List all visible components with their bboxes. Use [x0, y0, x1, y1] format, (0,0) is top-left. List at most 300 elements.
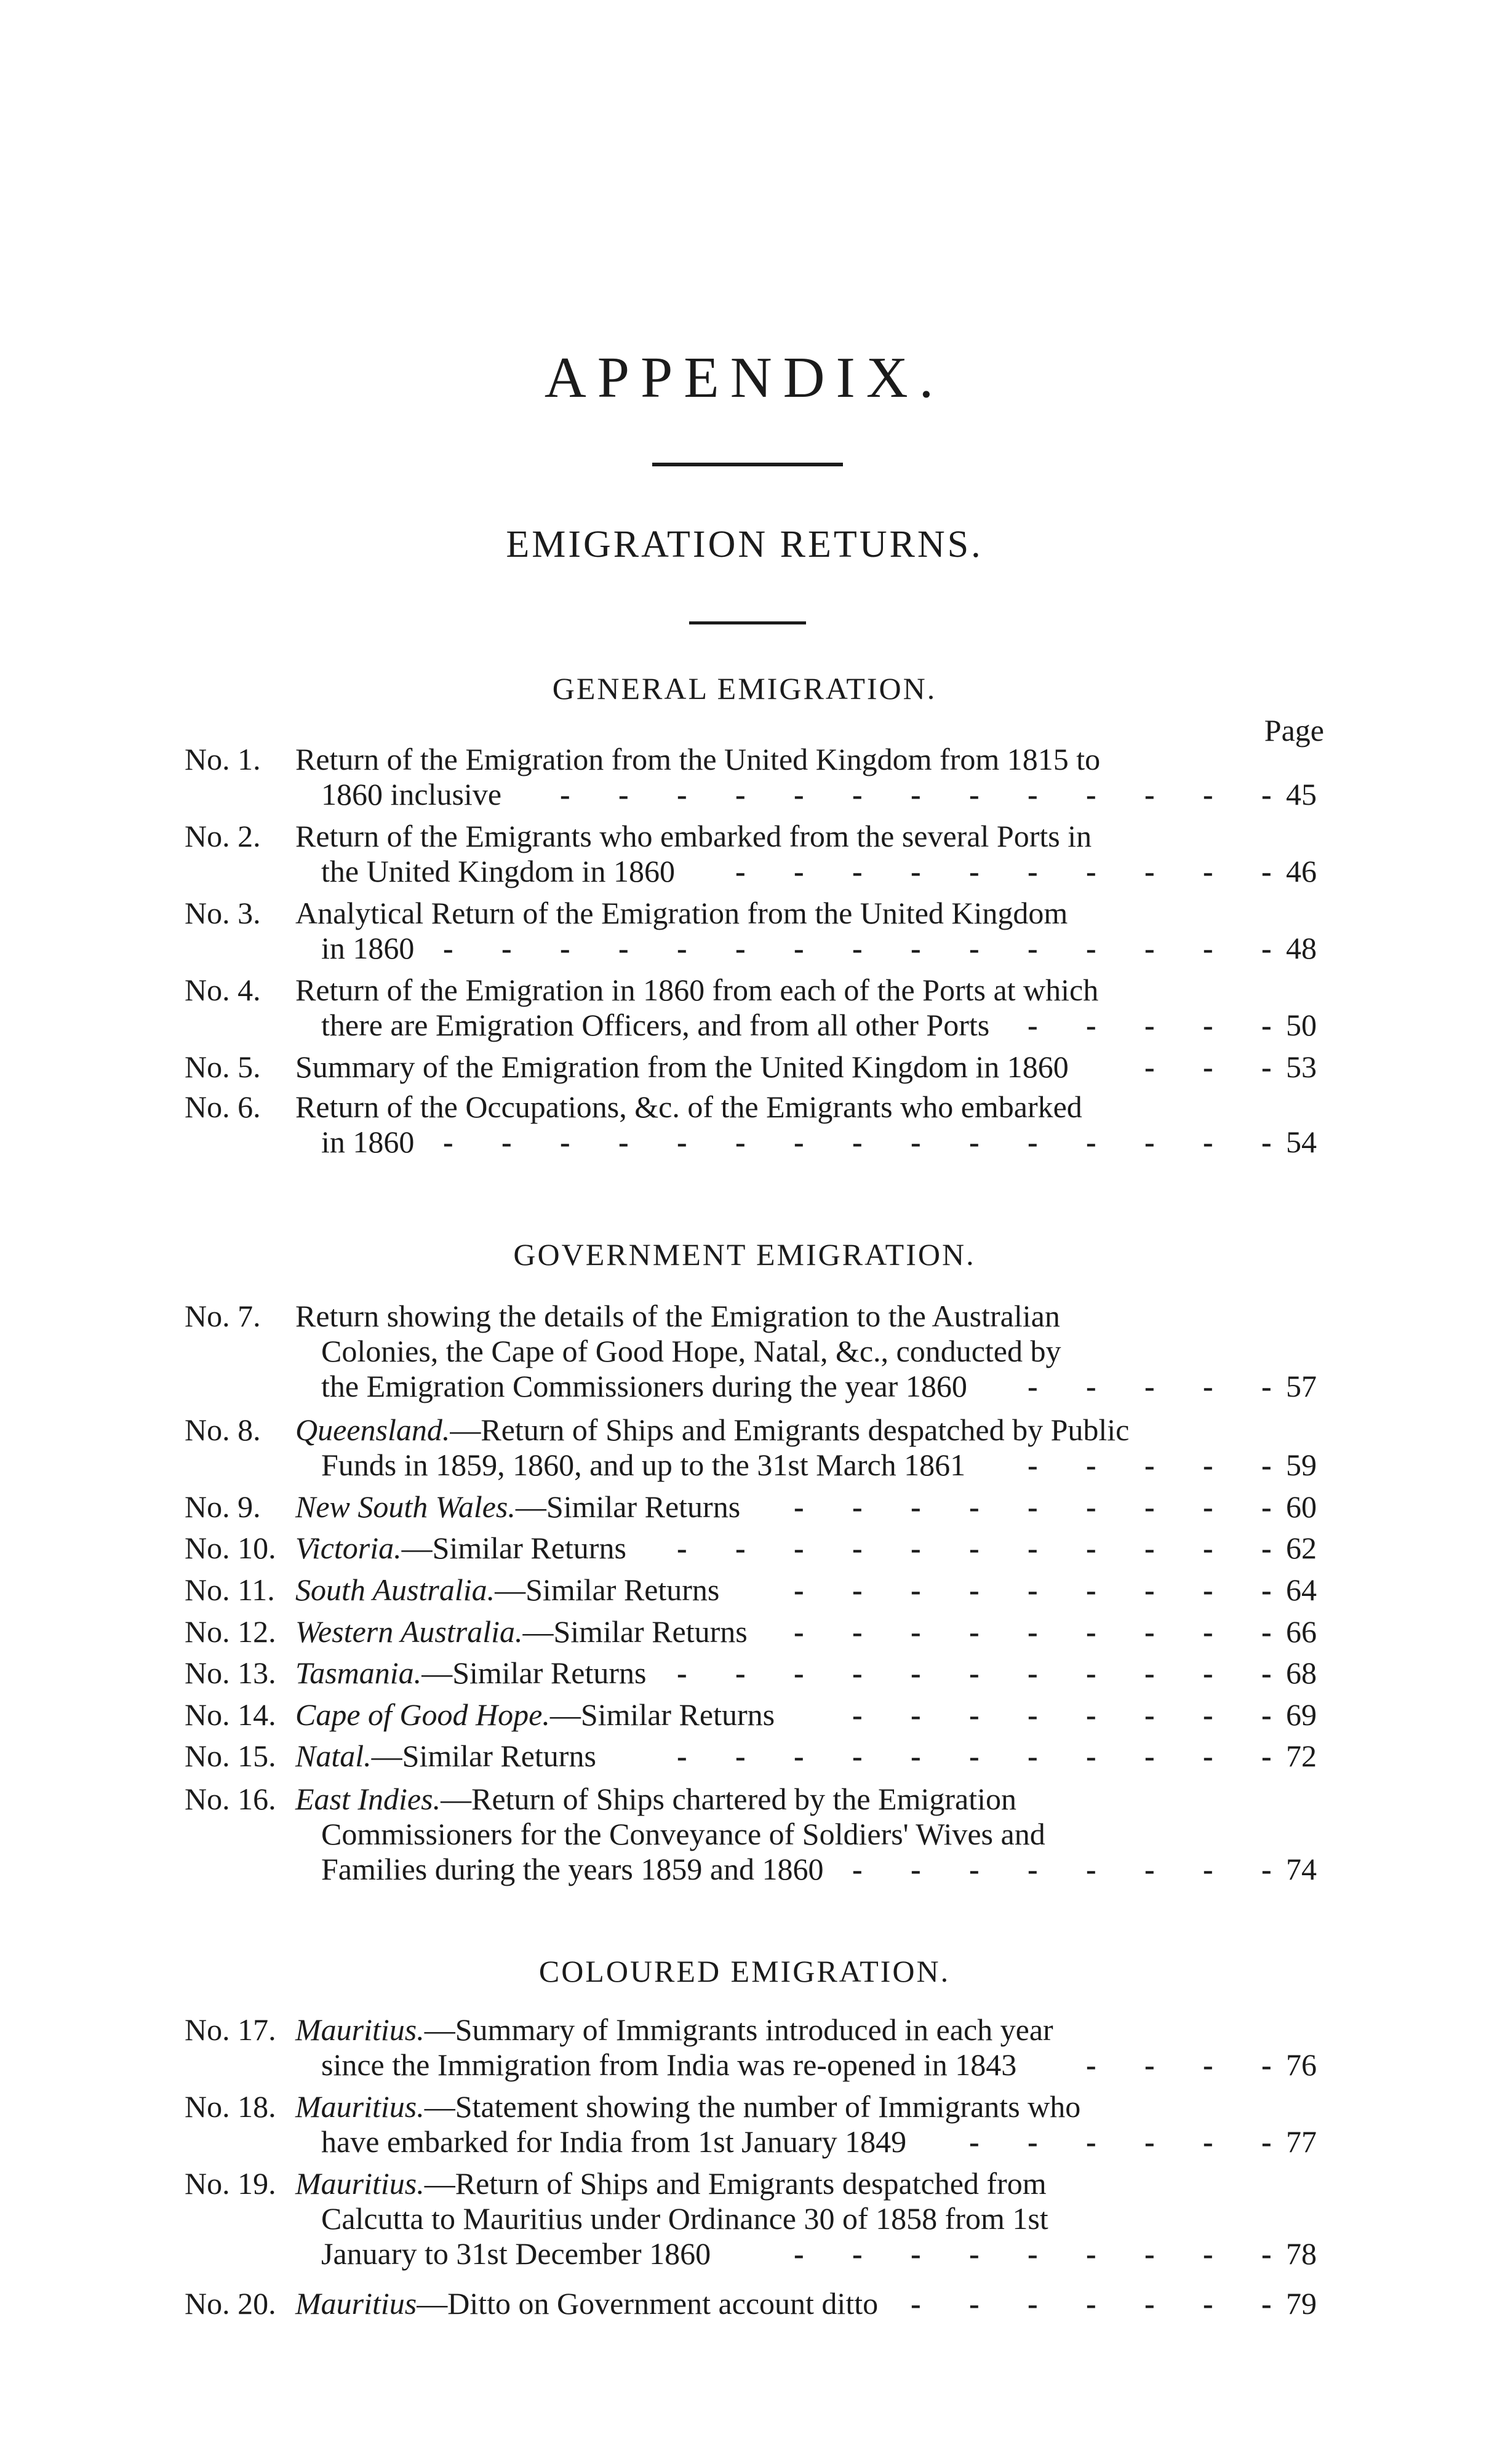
- entry-number: No. 15.: [185, 1739, 276, 1773]
- entry-text-line: —Similar Returns: [371, 1739, 596, 1773]
- leader-dash: -: [1144, 1614, 1155, 1649]
- contents-entry: [185, 972, 1317, 1042]
- entry-text-line: Summary of the Emigration from the United Kingdom in 1860: [295, 1050, 1069, 1084]
- leader-dash: -: [1261, 1531, 1272, 1565]
- leader-dash: -: [1144, 2286, 1155, 2321]
- leader-dash: -: [911, 1489, 921, 1524]
- entry-number: No. 5.: [185, 1050, 261, 1084]
- entry-line: [295, 818, 1092, 854]
- entry-number: No. 1.: [185, 742, 261, 776]
- entry-place: Natal.: [295, 1739, 372, 1773]
- leader-dash: -: [969, 1573, 980, 1607]
- entry-line: [321, 2201, 1048, 2236]
- leader-dash: -: [969, 1531, 980, 1565]
- leader-dash: -: [911, 854, 921, 888]
- entry-line: [295, 1089, 1082, 1125]
- leader-dash: -: [969, 1739, 980, 1773]
- entry-place: Mauritius.: [295, 2166, 425, 2201]
- contents-entry: [185, 1614, 1317, 1649]
- entry-place: Mauritius.: [295, 2012, 425, 2047]
- leader-dash: -: [560, 931, 570, 965]
- leader-dash: -: [735, 1125, 746, 1159]
- leader-dash: -: [1203, 1656, 1213, 1690]
- leader-dash: -: [794, 1489, 804, 1524]
- leader-dash: -: [1144, 1008, 1155, 1042]
- leader-dash: -: [794, 854, 804, 888]
- entry-text-line: there are Emigration Officers, and from all other Ports: [321, 1008, 990, 1042]
- contents-entry: [185, 1089, 1317, 1159]
- leader-dash: -: [1086, 2047, 1096, 2082]
- leader-dash: -: [1203, 1050, 1213, 1084]
- leader-dash: -: [1261, 1448, 1272, 1482]
- leader-dash: -: [443, 1125, 453, 1159]
- entry-number: No. 2.: [185, 819, 261, 853]
- leader-dash: -: [1261, 1008, 1272, 1042]
- entry-line: [321, 2124, 906, 2159]
- entry-number: No. 17.: [185, 2012, 276, 2047]
- leader-dash: -: [1028, 2286, 1038, 2321]
- leader-dash: -: [1261, 1614, 1272, 1649]
- entry-page-number: 60: [1286, 1489, 1317, 1524]
- leader-dash: -: [1144, 931, 1155, 965]
- leader-dash: -: [911, 1531, 921, 1565]
- leader-dash: -: [969, 1614, 980, 1649]
- entry-number: No. 6.: [185, 1090, 261, 1124]
- leader-dash: -: [1203, 2124, 1213, 2159]
- entry-text-line: 1860 inclusive: [321, 777, 502, 811]
- entry-number: No. 7.: [185, 1299, 261, 1333]
- leader-dash: -: [911, 1697, 921, 1732]
- leader-dash: -: [677, 931, 687, 965]
- leader-dash: -: [911, 1573, 921, 1607]
- leader-dash: -: [1028, 1573, 1038, 1607]
- entry-text-line: in 1860: [321, 931, 415, 965]
- leader-dash: -: [1028, 1531, 1038, 1565]
- entry-line: [321, 1333, 1061, 1369]
- leader-dash: -: [969, 777, 980, 811]
- entry-place: Western Australia.: [295, 1614, 523, 1649]
- entry-number: No. 8.: [185, 1413, 261, 1447]
- entry-line: [295, 2089, 1080, 2124]
- leader-dash: -: [1086, 1448, 1096, 1482]
- entry-place: South Australia.: [295, 1573, 495, 1607]
- leader-dash: -: [501, 931, 512, 965]
- entry-line: [295, 895, 1068, 931]
- contents-entry: [185, 2166, 1317, 2271]
- leader-dash: -: [1028, 931, 1038, 965]
- section-heading-coloured: COLOURED EMIGRATION.: [538, 1954, 951, 1988]
- entry-number: No. 14.: [185, 1697, 276, 1732]
- leader-dash: -: [1028, 1739, 1038, 1773]
- entry-text-line: have embarked for India from 1st January 1849: [321, 2124, 907, 2159]
- entry-line: [295, 741, 1100, 777]
- entry-page-number: 50: [1286, 1008, 1317, 1042]
- entry-text-line: —Similar Returns: [515, 1489, 741, 1524]
- contents-entry: [185, 1530, 1317, 1565]
- contents-entry: [185, 818, 1317, 888]
- contents-entry: [185, 1781, 1317, 1886]
- leader-dash: -: [969, 854, 980, 888]
- entry-text-line: Families during the years 1859 and 1860: [321, 1852, 824, 1886]
- leader-dash: -: [1144, 2124, 1155, 2159]
- leader-dash: -: [1261, 1656, 1272, 1690]
- section-heading-general: GENERAL EMIGRATION.: [552, 671, 937, 706]
- entry-page-number: 48: [1286, 931, 1317, 965]
- leader-dash: -: [1086, 1656, 1096, 1690]
- leader-dash: -: [911, 2236, 921, 2271]
- leader-dash: -: [794, 1125, 804, 1159]
- leader-dash: -: [1261, 1852, 1272, 1886]
- entry-line: [321, 1851, 824, 1887]
- leader-dash: -: [1261, 854, 1272, 888]
- leader-dash: -: [1203, 1614, 1213, 1649]
- entry-place: Victoria.: [295, 1531, 402, 1565]
- leader-dash: -: [1203, 1448, 1213, 1482]
- entry-number: No. 3.: [185, 896, 261, 930]
- entry-line: [321, 930, 414, 966]
- entry-page-number: 68: [1286, 1656, 1317, 1690]
- leader-dash: -: [1086, 1125, 1096, 1159]
- leader-dash: -: [677, 1656, 687, 1690]
- leader-dash: -: [560, 1125, 570, 1159]
- entry-number: No. 11.: [185, 1573, 275, 1607]
- leader-dash: -: [735, 931, 746, 965]
- leader-dash: -: [1261, 777, 1272, 811]
- leader-dash: -: [1203, 2047, 1213, 2082]
- leader-dash: -: [969, 1489, 980, 1524]
- leader-dash: -: [1086, 1489, 1096, 1524]
- entry-place: Mauritius.: [295, 2089, 425, 2124]
- leader-dash: -: [911, 1739, 921, 1773]
- entry-line: [295, 1614, 748, 1649]
- leader-dash: -: [1086, 1369, 1096, 1403]
- page-subtitle: EMIGRATION RETURNS.: [506, 524, 983, 565]
- leader-dash: -: [1203, 1008, 1213, 1042]
- leader-dash: -: [1028, 1656, 1038, 1690]
- leader-dash: -: [1028, 1697, 1038, 1732]
- leader-dash: -: [1203, 777, 1213, 811]
- entry-text-line: —Similar Returns: [522, 1614, 748, 1649]
- leader-dash: -: [1086, 2124, 1096, 2159]
- leader-dash: -: [1144, 1489, 1155, 1524]
- entry-line: [295, 1489, 740, 1525]
- entry-line: [295, 1412, 1129, 1448]
- contents-entry: [185, 1738, 1317, 1773]
- leader-dash: -: [443, 931, 453, 965]
- leader-dash: -: [911, 931, 921, 965]
- entry-text-line: Return of the Emigration in 1860 from each of the Ports at which: [295, 973, 1099, 1007]
- leader-dash: -: [1261, 1125, 1272, 1159]
- leader-dash: -: [1086, 1739, 1096, 1773]
- leader-dash: -: [794, 1573, 804, 1607]
- leader-dash: -: [1028, 1614, 1038, 1649]
- entry-line: [321, 776, 501, 812]
- entry-number: No. 10.: [185, 1531, 276, 1565]
- leader-dash: -: [911, 1852, 921, 1886]
- entry-number: No. 9.: [185, 1489, 261, 1524]
- leader-dash: -: [1144, 1369, 1155, 1403]
- leader-dash: -: [1086, 1852, 1096, 1886]
- leader-dash: -: [969, 2236, 980, 2271]
- leader-dash: -: [911, 1125, 921, 1159]
- entry-number: No. 20.: [185, 2286, 276, 2321]
- leader-dash: -: [1086, 2236, 1096, 2271]
- leader-dash: -: [852, 1125, 863, 1159]
- page-title: APPENDIX.: [544, 346, 945, 410]
- leader-dash: -: [1028, 777, 1038, 811]
- entry-line: [295, 1697, 775, 1732]
- entry-text-line: in 1860: [321, 1125, 415, 1159]
- leader-dash: -: [677, 777, 687, 811]
- leader-dash: -: [1261, 931, 1272, 965]
- leader-dash: -: [1086, 931, 1096, 965]
- entry-page-number: 57: [1286, 1369, 1317, 1403]
- leader-dash: -: [969, 2286, 980, 2321]
- leader-dash: -: [852, 1656, 863, 1690]
- leader-dash: -: [1144, 1739, 1155, 1773]
- title-rule: [652, 463, 843, 466]
- leader-dash: -: [1028, 1369, 1038, 1403]
- contents-entry: [185, 741, 1317, 811]
- entry-page-number: 74: [1286, 1852, 1317, 1886]
- leader-dash: -: [560, 777, 570, 811]
- entry-text-line: Funds in 1859, 1860, and up to the 31st March 1861: [321, 1448, 966, 1482]
- entry-number: No. 19.: [185, 2166, 276, 2201]
- entry-text-line: Return of the Occupations, &c. of the Emigrants who embarked: [295, 1090, 1082, 1124]
- entry-line: [295, 1049, 1069, 1085]
- leader-dash: -: [1203, 931, 1213, 965]
- leader-dash: -: [1203, 2236, 1213, 2271]
- leader-dash: -: [852, 1739, 863, 1773]
- leader-dash: -: [735, 1656, 746, 1690]
- leader-dash: -: [1203, 1125, 1213, 1159]
- entry-text-line: —Return of Ships chartered by the Emigration: [441, 1782, 1016, 1816]
- leader-dash: -: [1203, 1739, 1213, 1773]
- leader-dash: -: [969, 1656, 980, 1690]
- leader-dash: -: [1028, 1448, 1038, 1482]
- leader-dash: -: [1261, 2124, 1272, 2159]
- leader-dash: -: [1086, 1573, 1096, 1607]
- leader-dash: -: [1028, 1852, 1038, 1886]
- leader-dash: -: [1086, 2286, 1096, 2321]
- leader-dash: -: [794, 1531, 804, 1565]
- leader-dash: -: [735, 1739, 746, 1773]
- leader-dash: -: [969, 1125, 980, 1159]
- entry-text-line: the Emigration Commissioners during the year 1860: [321, 1369, 967, 1403]
- leader-dash: -: [1028, 2236, 1038, 2271]
- entry-text-line: —Return of Ships and Emigrants despatched by Public: [450, 1413, 1130, 1447]
- leader-dash: -: [1261, 1573, 1272, 1607]
- leader-dash: -: [1261, 2286, 1272, 2321]
- leader-dash: -: [969, 1697, 980, 1732]
- leader-dash: -: [1261, 1489, 1272, 1524]
- entry-number: No. 13.: [185, 1656, 276, 1690]
- leader-dash: -: [794, 2236, 804, 2271]
- leader-dash: -: [852, 854, 863, 888]
- leader-dash: -: [1203, 1852, 1213, 1886]
- leader-dash: -: [1144, 1448, 1155, 1482]
- contents-entry: [185, 1697, 1317, 1732]
- entry-line: [295, 1572, 719, 1608]
- entry-line: [321, 1816, 1045, 1852]
- entry-text-line: —Ditto on Government account ditto: [417, 2286, 879, 2321]
- entry-page-number: 66: [1286, 1614, 1317, 1649]
- leader-dash: -: [852, 777, 863, 811]
- leader-dash: -: [618, 1125, 629, 1159]
- entry-text-line: Return of the Emigration from the United Kingdom from 1815 to: [295, 742, 1101, 776]
- leader-dash: -: [1144, 1852, 1155, 1886]
- entry-text-line: Return showing the details of the Emigration to the Australian: [295, 1299, 1060, 1333]
- entry-text-line: January to 31st December 1860: [321, 2236, 711, 2271]
- leader-dash: -: [618, 777, 629, 811]
- leader-dash: -: [794, 1739, 804, 1773]
- leader-dash: -: [1203, 1697, 1213, 1732]
- leader-dash: -: [1144, 1125, 1155, 1159]
- leader-dash: -: [969, 931, 980, 965]
- contents-entry: [185, 1489, 1317, 1524]
- leader-dash: -: [1086, 1008, 1096, 1042]
- contents-entry: [185, 1655, 1317, 1690]
- entry-text-line: —Similar Returns: [401, 1531, 626, 1565]
- leader-dash: -: [1261, 1369, 1272, 1403]
- leader-dash: -: [1028, 1008, 1038, 1042]
- leader-dash: -: [1261, 2047, 1272, 2082]
- leader-dash: -: [1086, 1531, 1096, 1565]
- entry-page-number: 76: [1286, 2047, 1317, 2082]
- entry-text-line: —Similar Returns: [495, 1573, 720, 1607]
- entry-number: No. 18.: [185, 2089, 276, 2124]
- leader-dash: -: [1203, 1531, 1213, 1565]
- leader-dash: -: [911, 777, 921, 811]
- entry-page-number: 69: [1286, 1697, 1317, 1732]
- entry-line: [321, 2236, 711, 2271]
- entry-line: [321, 1447, 965, 1483]
- entry-page-number: 79: [1286, 2286, 1317, 2321]
- entry-place: Mauritius: [295, 2286, 417, 2321]
- leader-dash: -: [1144, 2047, 1155, 2082]
- entry-number: No. 12.: [185, 1614, 276, 1649]
- entry-text-line: Return of the Emigrants who embarked from the several Ports in: [295, 819, 1092, 853]
- leader-dash: -: [852, 2236, 863, 2271]
- leader-dash: -: [1144, 854, 1155, 888]
- contents-entry: [185, 1049, 1317, 1084]
- leader-dash: -: [1086, 1614, 1096, 1649]
- leader-dash: -: [1086, 1697, 1096, 1732]
- leader-dash: -: [735, 1531, 746, 1565]
- entry-line: [295, 1655, 646, 1691]
- contents-entry: [185, 895, 1317, 965]
- entry-number: No. 4.: [185, 973, 261, 1007]
- leader-dash: -: [794, 1656, 804, 1690]
- leader-dash: -: [1261, 1697, 1272, 1732]
- leader-dash: -: [1203, 1489, 1213, 1524]
- leader-dash: -: [852, 931, 863, 965]
- leader-dash: -: [969, 2124, 980, 2159]
- entry-number: No. 16.: [185, 1782, 276, 1816]
- leader-dash: -: [969, 1852, 980, 1886]
- leader-dash: -: [1261, 1050, 1272, 1084]
- leader-dash: -: [794, 931, 804, 965]
- leader-dash: -: [911, 1656, 921, 1690]
- leader-dash: -: [1144, 1531, 1155, 1565]
- leader-dash: -: [677, 1531, 687, 1565]
- contents-entry: [185, 2286, 1317, 2321]
- leader-dash: -: [852, 1614, 863, 1649]
- entry-line: [295, 2166, 1047, 2201]
- leader-dash: -: [911, 1614, 921, 1649]
- entry-page-number: 53: [1286, 1050, 1317, 1084]
- entry-text-line: —Summary of Immigrants introduced in each year: [424, 2012, 1053, 2047]
- leader-dash: -: [794, 777, 804, 811]
- entry-text-line: Commissioners for the Conveyance of Soldiers' Wives and: [321, 1817, 1045, 1851]
- leader-dash: -: [677, 1739, 687, 1773]
- entry-line: [295, 1530, 626, 1566]
- leader-dash: -: [735, 777, 746, 811]
- leader-dash: -: [1086, 854, 1096, 888]
- leader-dash: -: [852, 1573, 863, 1607]
- contents-entry: [185, 1412, 1317, 1482]
- entry-line: [295, 2286, 878, 2321]
- leader-dash: -: [1144, 2236, 1155, 2271]
- entry-line: [321, 2047, 1016, 2083]
- entry-line: [295, 1738, 596, 1774]
- entry-line: [321, 853, 675, 889]
- entry-line: [321, 1368, 967, 1404]
- leader-dash: -: [1028, 854, 1038, 888]
- entry-text-line: —Return of Ships and Emigrants despatched from: [424, 2166, 1047, 2201]
- leader-dash: -: [1203, 2286, 1213, 2321]
- leader-dash: -: [1144, 1697, 1155, 1732]
- entry-page-number: 77: [1286, 2124, 1317, 2159]
- leader-dash: -: [794, 1614, 804, 1649]
- leader-dash: -: [1028, 1125, 1038, 1159]
- leader-dash: -: [1144, 1573, 1155, 1607]
- contents-entry: [185, 2089, 1317, 2159]
- entry-text-line: the United Kingdom in 1860: [321, 854, 675, 888]
- entry-page-number: 54: [1286, 1125, 1317, 1159]
- entry-line: [321, 1007, 989, 1043]
- section-heading-government: GOVERNMENT EMIGRATION.: [513, 1237, 976, 1272]
- entry-line: [321, 1124, 414, 1160]
- entry-line: [295, 2012, 1053, 2047]
- leader-dash: -: [852, 1531, 863, 1565]
- leader-dash: -: [1203, 1369, 1213, 1403]
- leader-dash: -: [735, 854, 746, 888]
- leader-dash: -: [1086, 777, 1096, 811]
- leader-dash: -: [501, 1125, 512, 1159]
- subtitle-rule: [689, 621, 806, 624]
- leader-dash: -: [1144, 1656, 1155, 1690]
- entry-place: Queensland.: [295, 1413, 450, 1447]
- entry-text-line: since the Immigration from India was re-opened in 1843: [321, 2047, 1017, 2082]
- entry-page-number: 72: [1286, 1739, 1317, 1773]
- entry-text-line: Analytical Return of the Emigration from the United Kingdom: [295, 896, 1068, 930]
- entry-place: Tasmania.: [295, 1656, 422, 1690]
- leader-dash: -: [1261, 1739, 1272, 1773]
- entry-page-number: 64: [1286, 1573, 1317, 1607]
- leader-dash: -: [911, 2286, 921, 2321]
- entry-page-number: 45: [1286, 777, 1317, 811]
- contents-entry: [185, 1572, 1317, 1607]
- entry-line: [295, 972, 1098, 1008]
- leader-dash: -: [1144, 1050, 1155, 1084]
- leader-dash: -: [618, 931, 629, 965]
- page-column-label: Page: [1264, 713, 1324, 748]
- entry-text-line: —Statement showing the number of Immigrants who: [424, 2089, 1081, 2124]
- leader-dash: -: [1028, 1489, 1038, 1524]
- leader-dash: -: [852, 1489, 863, 1524]
- contents-entry: [185, 1298, 1317, 1403]
